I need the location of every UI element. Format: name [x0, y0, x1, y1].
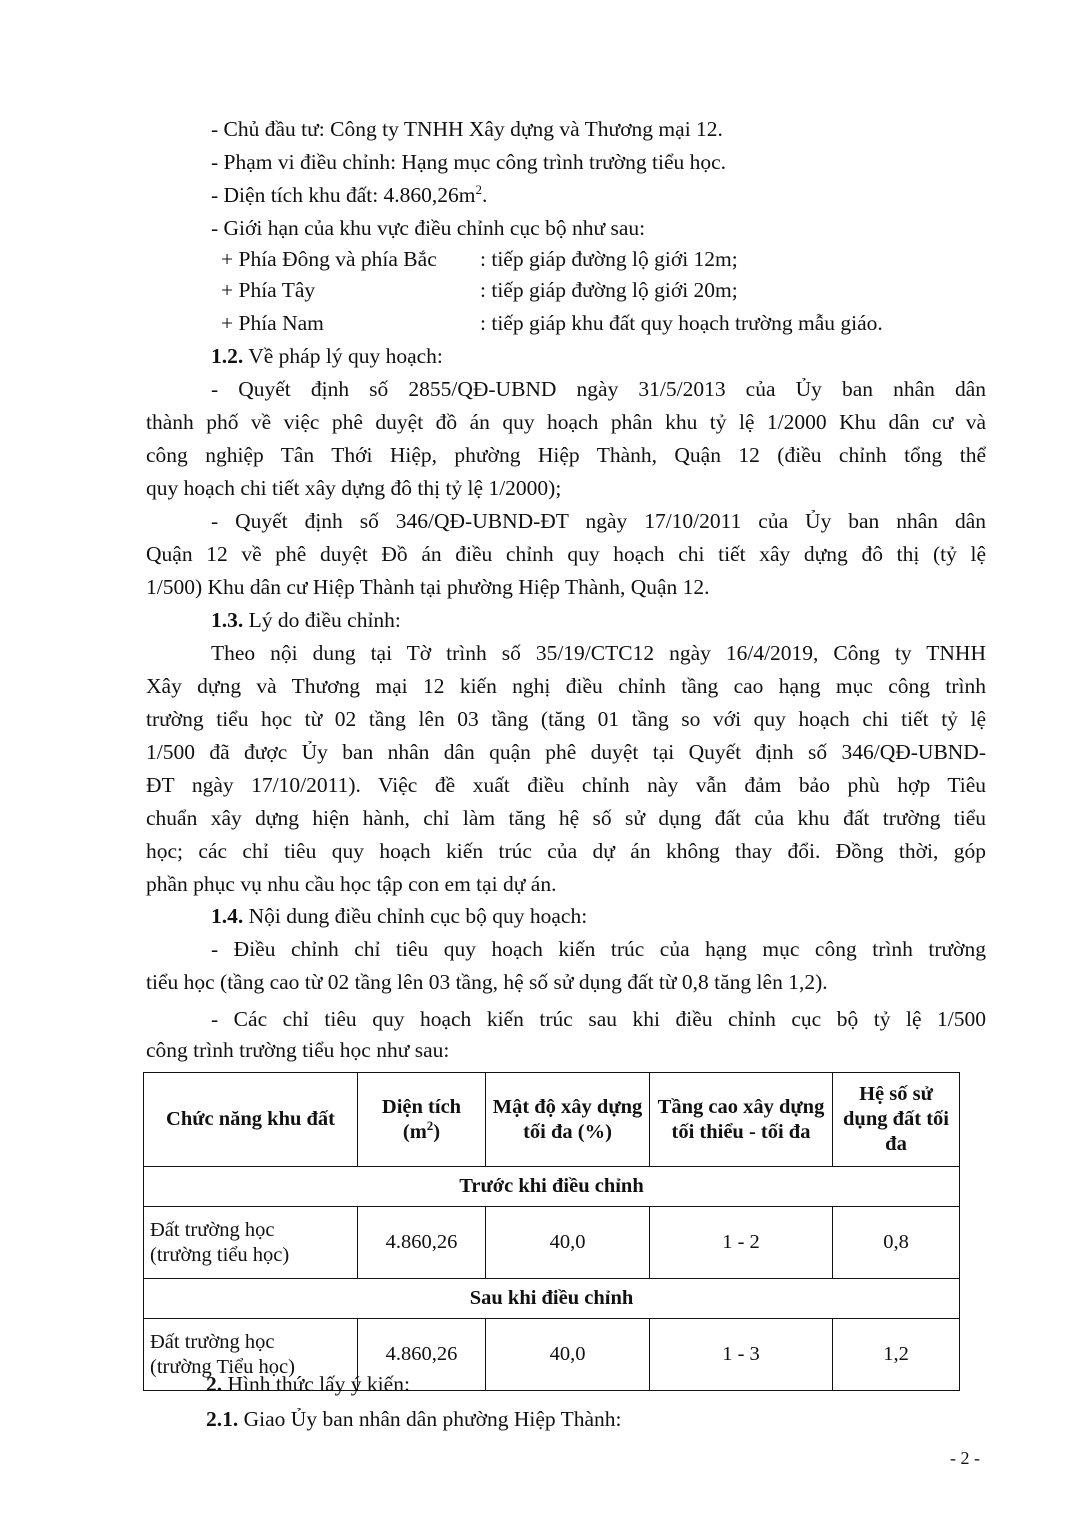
investor-line: - Chủ đầu tư: Công ty TNHH Xây dựng và Thương mại 12. — [211, 117, 723, 141]
decision-346-line-2: Quận 12 về phê duyệt Đồ án điều chỉnh quy hoạch chi tiết xây dựng đô thị (tỷ lệ — [146, 542, 986, 566]
indicators-line-1: - Các chỉ tiêu quy hoạch kiến trúc sau khi điều chỉnh cục bộ tỷ lệ 1/500 — [211, 1007, 986, 1031]
boundary-south-label: + Phía Nam — [221, 311, 324, 335]
boundary-south — [221, 309, 1061, 337]
boundary-west — [221, 276, 1061, 304]
indicators-line-2: công trình trường tiểu học như sau: — [146, 1038, 450, 1062]
decision-2855-line-1: - Quyết định số 2855/QĐ-UBND ngày 31/5/2013 của Ủy ban nhân dân — [211, 377, 986, 401]
decision-2855-line-3: công nghiệp Tân Thới Hiệp, phường Hiệp Thành, Quận 12 (điều chỉnh tổng thể — [146, 443, 986, 467]
decision-346-line-3: 1/500) Khu dân cư Hiệp Thành tại phường Hiệp Thành, Quận 12. — [146, 575, 710, 599]
row1-far: 0,8 — [833, 1207, 960, 1279]
area-line: - Diện tích khu đất: $4.860,26m^2$. — [211, 181, 488, 207]
section-1-3-heading: 1.3. Lý do điều chỉnh: — [211, 608, 401, 632]
reason-line-7: học; các chỉ tiêu quy hoạch kiến trúc của dự án không thay đổi. Đồng thời, góp — [146, 839, 986, 863]
boundary-intro-line: - Giới hạn của khu vực điều chỉnh cục bộ như sau: — [211, 216, 646, 240]
section-2-heading: 2. Hình thức lấy ý kiến: — [206, 1372, 410, 1396]
decision-2855-line-2: thành phố về việc phê duyệt đồ án quy hoạch phân khu tỷ lệ 1/2000 Khu dân cư và — [146, 410, 986, 434]
boundary-west-label: + Phía Tây — [221, 278, 316, 302]
row2-floors: 1 - 3 — [650, 1319, 833, 1391]
scope-line: - Phạm vi điều chỉnh: Hạng mục công trình trường tiểu học. — [211, 150, 727, 174]
row1-floors: 1 - 2 — [650, 1207, 833, 1279]
boundary-east-north-value: : tiếp giáp đường lộ giới 12m; — [480, 247, 738, 271]
boundary-south-value: : tiếp giáp khu đất quy hoạch trường mẫu giáo. — [480, 311, 883, 335]
reason-line-6: chuẩn xây dựng hiện hành, chỉ làm tăng hệ số sử dụng đất của khu đất trường tiểu — [146, 806, 986, 830]
row2-density: 40,0 — [486, 1319, 650, 1391]
section-after-label: Sau khi điều chỉnh — [144, 1279, 960, 1319]
reason-line-8: phần phục vụ nhu cầu học tập con em tại dự án. — [146, 872, 557, 896]
decision-346-line-1: - Quyết định số 346/QĐ-UBND-ĐT ngày 17/10/2011 của Ủy ban nhân dân — [211, 509, 986, 533]
boundary-east-north-label: + Phía Đông và phía Bắc — [221, 247, 437, 271]
row1-land-function: Đất trường học (trường tiểu học) — [144, 1207, 358, 1279]
reason-line-5: ĐT ngày 17/10/2011). Việc đề xuất điều chỉnh này vẫn đảm bảo phù hợp Tiêu — [146, 773, 986, 797]
row2-land-function: Đất trường học (trường Tiểu học) — [144, 1319, 358, 1391]
section-2-1-heading: 2.1. Giao Ủy ban nhân dân phường Hiệp Thành: — [206, 1407, 622, 1431]
reason-line-1: Theo nội dung tại Tờ trình số 35/19/CTC12 ngày 16/4/2019, Công ty TNHH — [211, 641, 986, 665]
table-row — [144, 1207, 960, 1279]
section-1-2-heading: 1.2. Về pháp lý quy hoạch: — [211, 344, 443, 368]
page-number: - 2 - — [950, 1448, 980, 1468]
header-density: Mật độ xây dựng tối đa (%) — [486, 1073, 650, 1167]
row1-area: 4.860,26 — [358, 1207, 486, 1279]
table-header-row — [144, 1073, 960, 1167]
decision-2855-line-4: quy hoạch chi tiết xây dựng đô thị tỷ lệ 1/2000); — [146, 476, 562, 500]
header-far: Hệ số sử dụng đất tối đa — [833, 1073, 960, 1167]
table-section-after — [144, 1279, 960, 1319]
table-section-before — [144, 1167, 960, 1207]
row2-far: 1,2 — [833, 1319, 960, 1391]
reason-line-2: Xây dựng và Thương mại 12 kiến nghị điều chỉnh tầng cao hạng mục công trình — [146, 674, 986, 698]
header-land-function: Chức năng khu đất — [144, 1073, 358, 1167]
header-area: Diện tích $(m^2)$ — [358, 1073, 486, 1167]
reason-line-4: 1/500 đã được Ủy ban nhân dân quận phê duyệt tại Quyết định số 346/QĐ-UBND- — [146, 740, 986, 764]
boundary-west-value: : tiếp giáp đường lộ giới 20m; — [480, 278, 738, 302]
boundary-east-north — [221, 245, 1061, 273]
row2-area: 4.860,26 — [358, 1319, 486, 1391]
adjust-line-2: tiểu học (tầng cao từ 02 tầng lên 03 tầng, hệ số sử dụng đất từ 0,8 tăng lên 1,2). — [146, 970, 828, 994]
section-before-label: Trước khi điều chỉnh — [144, 1167, 960, 1207]
planning-indicators-table — [143, 1072, 960, 1391]
section-1-4-heading: 1.4. Nội dung điều chỉnh cục bộ quy hoạch: — [211, 904, 588, 928]
reason-line-3: trường tiểu học từ 02 tầng lên 03 tầng (tăng 01 tầng so với quy hoạch chi tiết tỷ lệ — [146, 707, 986, 731]
adjust-line-1: - Điều chỉnh chỉ tiêu quy hoạch kiến trúc của hạng mục công trình trường — [211, 937, 986, 961]
row1-density: 40,0 — [486, 1207, 650, 1279]
header-floors: Tầng cao xây dựng tối thiểu - tối đa — [650, 1073, 833, 1167]
